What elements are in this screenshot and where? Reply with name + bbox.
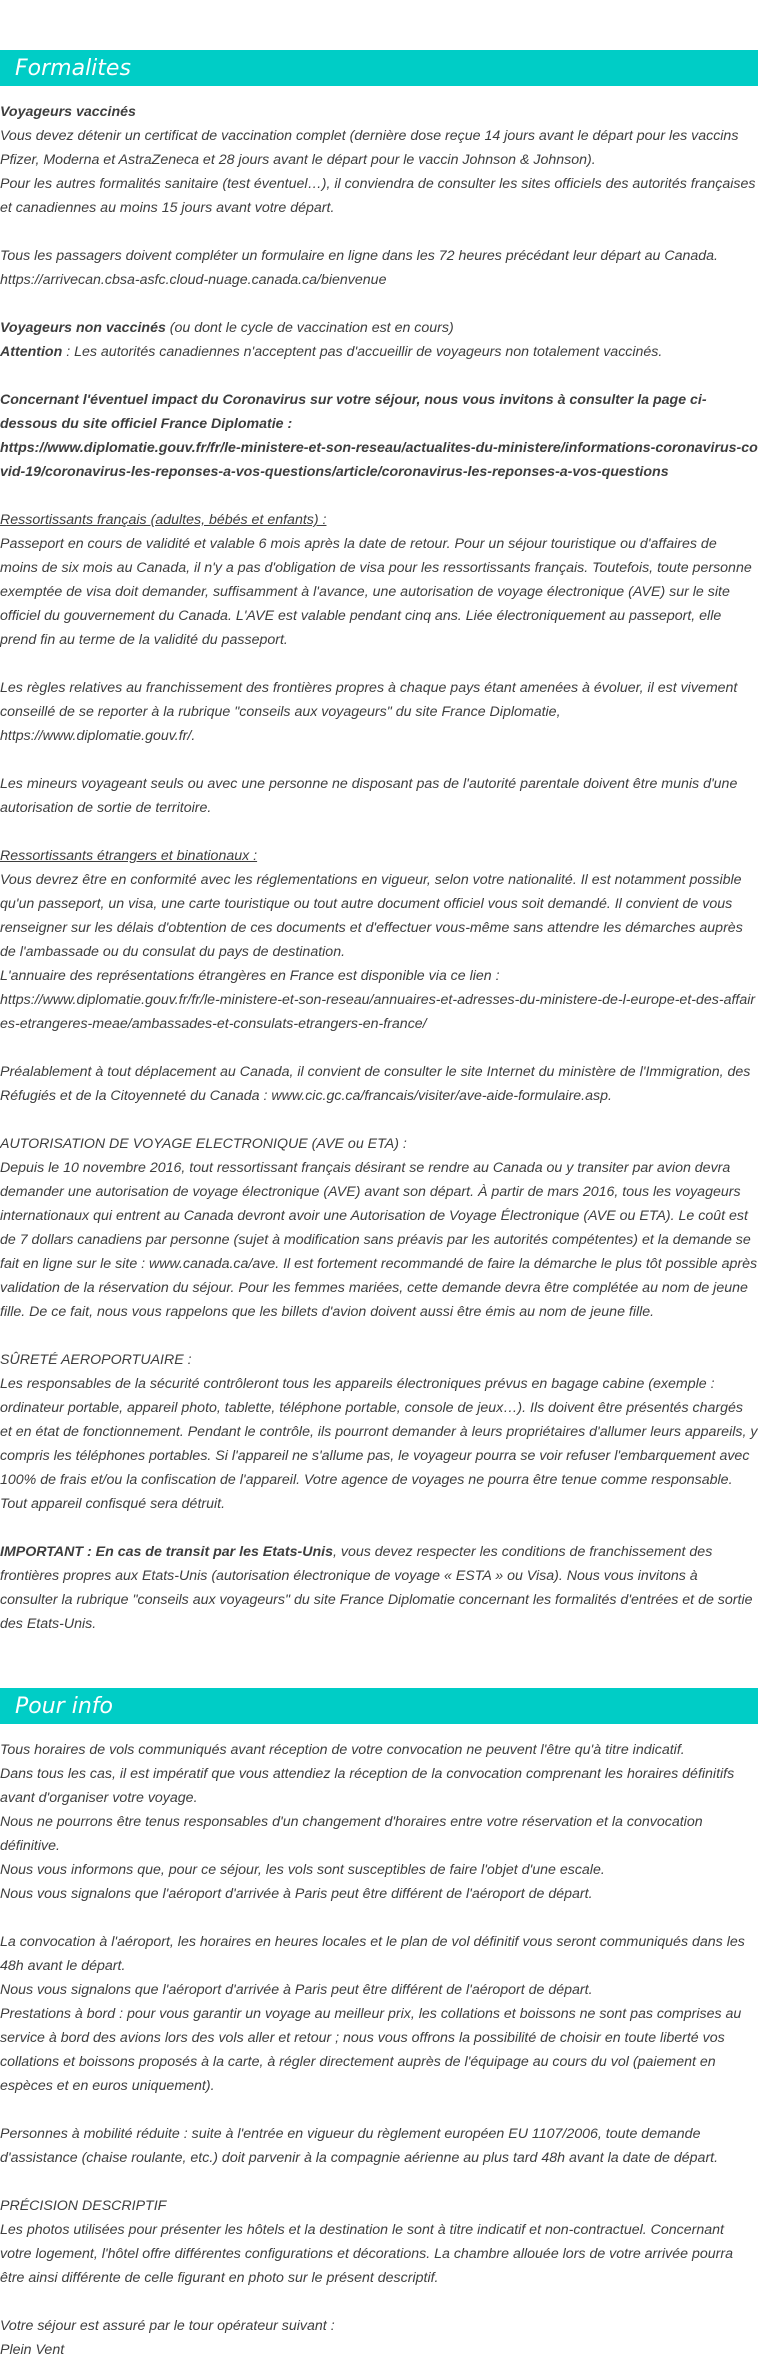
form-text: Tous les passagers doivent compléter un formulaire en ligne dans les 72 heures précédant leur départ au Canada. [0,248,718,264]
convocation-text: La convocation à l'aéroport, les horaires en heures locales et le plan de vol définitif vous seront communiqués dans les 48h avant le départ. [0,1934,745,1974]
ave-text: Depuis le 10 novembre 2016, tout ressortissant français désirant se rendre au Canada ou y transiter par avion devra demander une autorisation de voyage électronique (AVE) avant son départ. À partir de mars 2016, tous les voyageurs internationaux qui entrent au Canada devront avoir une Autorisation de Voyage Électronique (AVE ou ETA). Le coût est de 7 dollars canadiens par personne (sujet à modification sans préavis par les autorités compétentes) et la demande se fait en ligne sur le site : www.canada.ca/ave. Il est fortement recommandé de faire la démarche le plus tôt possible après validation de la réservation du séjour. Pour les femmes mariées, cette demande devra être complétée au nom de jeune fille. De ce fait, nous vous rappelons que les billets d'avion doivent aussi être émis au nom de jeune fille. [0,1160,758,1320]
unvaccinated-line [0,316,758,340]
vaccinated-text-1: Vous devez détenir un certificat de vaccination complet (dernière dose reçue 14 jours avant le départ pour les vaccins Pfizer, Moderna et AstraZeneca et 28 jours avant le départ pour le vaccin Johnson & Johnson). [0,128,739,168]
info-header [0,1688,758,1724]
important-line [0,1540,758,1636]
info-content [0,1738,758,2362]
vaccinated-title: Voyageurs vaccinés [0,104,136,120]
surete-text: Les responsables de la sécurité contrôleront tous les appareils électroniques prévus en bagage cabine (exemple : ordinateur portable, appareil photo, tablette, téléphone portable, console de jeux…). Ils doivent être présentés chargés et en état de fonctionnement. Pendant le contrôle, ils pourront demander à leurs propriétaires d'allumer leurs appareils, y compris les téléphones portables. Si l'appareil ne s'allume pas, le voyageur pourra se voir refuser l'embarquement avec 100% de frais et/ou la confiscation de l'appareil. Votre agence de voyages ne pourra être tenue comme responsable. Tout appareil confisqué sera détruit. [0,1376,758,1512]
minors-text: Les mineurs voyageant seuls ou avec une personne ne disposant pas de l'autorité parentale doivent être munis d'une autorisation de sortie de territoire. [0,776,738,816]
operator-name: Plein Vent [0,2342,65,2358]
info-line-4: Nous vous informons que, pour ce séjour, les vols sont susceptibles de faire l'objet d'une escale. [0,1862,605,1878]
foreign-nationals-title: Ressortissants étrangers et binationaux : [0,848,258,864]
fr-nationals-title: Ressortissants français (adultes, bébés et enfants) : [0,512,327,528]
important-text: , vous devez respecter les conditions de franchissement des frontières propres aux Etats-Unis (autorisation électronique de voyage « ESTA » ou Visa). Nous vous invitons à consulter la rubrique "conseils aux voyageurs" du site France Diplomatie concernant les formalités d'entrées et de sortie des Etats-Unis. [0,1544,753,1632]
surete-title: SÛRETÉ AEROPORTUAIRE : [0,1352,192,1368]
formalites-title: Formalites [15,55,131,81]
arrivecan-url: https://arrivecan.cbsa-asfc.cloud-nuage.canada.ca/bienvenue [0,272,387,288]
rules-text: Les règles relatives au franchissement des frontières propres à chaque pays étant amenées à évoluer, il est vivement conseillé de se reporter à la rubrique "conseils aux voyageurs" du site France Diplomatie, https://www.diplomatie.gouv.fr/. [0,680,738,744]
attention-label: Attention [0,344,63,360]
ave-title: AUTORISATION DE VOYAGE ELECTRONIQUE (AVE ou ETA) : [0,1136,407,1152]
immigration-text: Préalablement à tout déplacement au Canada, il convient de consulter le site Internet du ministère de l'Immigration, des Réfugiés et de la Citoyenneté du Canada : www.cic.gc.ca/francais/visiter/ave-aide-formulaire.asp. [0,1064,751,1104]
precision-title: PRÉCISION DESCRIPTIF [0,2198,167,2214]
info-title: Pour info [15,1693,113,1719]
reduced-mobility-text: Personnes à mobilité réduite : suite à l'entrée en vigueur du règlement européen EU 1107/2006, toute demande d'assistance (chaise roulante, etc.) doit parvenir à la compagnie aérienne au plus tard 48h avant la date de départ. [0,2126,719,2166]
corona-intro: Concernant l'éventuel impact du Coronavirus sur votre séjour, nous vous invitons à consulter la page ci-dessous du site officiel France Diplomatie : [0,392,707,432]
operator-intro: Votre séjour est assuré par le tour opérateur suivant : [0,2318,335,2334]
corona-url: https://www.diplomatie.gouv.fr/fr/le-ministere-et-son-reseau/actualites-du-ministere/informations-coronavirus-covid-19/coronavirus-les-reponses-a-vos-questions/article/coronavirus-les-reponses-a-vos-questions [0,440,758,480]
embassy-directory-url: https://www.diplomatie.gouv.fr/fr/le-ministere-et-son-reseau/annuaires-et-adresses-du-ministere-de-l-europe-et-des-affaires-etrangeres-meae/ambassades-et-consulats-etrangers-en-france/ [0,992,756,1032]
formalites-content [0,100,758,1636]
fr-nationals-text: Passeport en cours de validité et valable 6 mois après la date de retour. Pour un séjour touristique ou d'affaires de moins de six mois au Canada, il n'y a pas d'obligation de visa pour les ressortissants français. Toutefois, toute personne exemptée de visa doit demander, suffisamment à l'avance, une autorisation de voyage électronique (AVE) sur le site officiel du gouvernement du Canada. L'AVE est valable pendant cinq ans. Liée électroniquement au passeport, elle prend fin au terme de la validité du passeport. [0,536,752,648]
attention-text: : Les autorités canadiennes n'acceptent pas d'accueillir de voyageurs non totalement vaccinés. [62,344,663,360]
precision-text: Les photos utilisées pour présenter les hôtels et la destination le sont à titre indicatif et non-contractuel. Concernant votre logement, l'hôtel offre différentes configurations et décorations. La chambre allouée lors de votre arrivée pourra être ainsi différente de celle figurant en photo sur le présent descriptif. [0,2222,733,2286]
airport-note: Nous vous signalons que l'aéroport d'arrivée à Paris peut être différent de l'aéroport de départ. [0,1982,593,1998]
embassy-directory-text: L'annuaire des représentations étrangères en France est disponible via ce lien : [0,968,500,984]
vaccinated-text-2: Pour les autres formalités sanitaire (test éventuel…), il conviendra de consulter les sites officiels des autorités françaises et canadiennes au moins 15 jours avant votre départ. [0,176,756,216]
foreign-nationals-text: Vous devrez être en conformité avec les réglementations en vigueur, selon votre nationalité. Il est notamment possible qu'un passeport, un visa, une carte touristique ou tout autre document officiel vous soit demandé. Il convient de vous renseigner sur les délais d'obtention de ces documents et d'effectuer vous-même sans attendre les démarches auprès de l'ambassade ou du consulat du pays de destination. [0,872,743,960]
unvaccinated-note: (ou dont le cycle de vaccination est en cours) [165,320,454,336]
info-line-5: Nous vous signalons que l'aéroport d'arrivée à Paris peut être différent de l'aéroport de départ. [0,1886,593,1902]
info-line-2: Dans tous les cas, il est impératif que vous attendiez la réception de la convocation comprenant les horaires définitifs avant d'organiser votre voyage. [0,1766,735,1806]
onboard-services-text: Prestations à bord : pour vous garantir un voyage au meilleur prix, les collations et boissons ne sont pas comprises au service à bord des avions lors des vols aller et retour ; nous vous offrons la possibilité de choisir en toute liberté vos collations et boissons proposés à la carte, à régler directement auprès de l'équipage au cours du vol (paiement en espèces et en euros uniquement). [0,2006,742,2094]
info-line-3: Nous ne pourrons être tenus responsables d'un changement d'horaires entre votre réservation et la convocation définitive. [0,1814,703,1854]
info-line-1: Tous horaires de vols communiqués avant réception de votre convocation ne peuvent l'être qu'à titre indicatif. [0,1742,685,1758]
attention-line [0,340,758,364]
formalites-header [0,50,758,86]
unvaccinated-title: Voyageurs non vaccinés [0,320,166,336]
important-label: IMPORTANT : En cas de transit par les Etats-Unis [0,1544,333,1560]
